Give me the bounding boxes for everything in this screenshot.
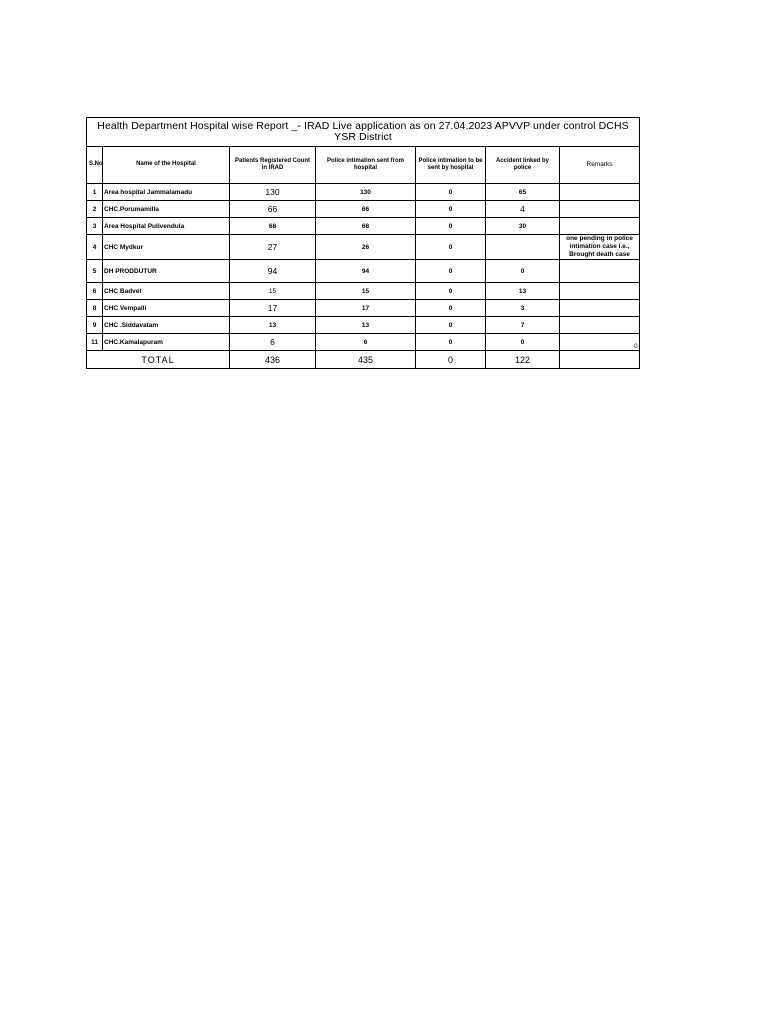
- total-to-be-sent: 0: [416, 351, 486, 369]
- cell-linked: [486, 235, 560, 260]
- cell-hospital: CHC.Porumamilla: [103, 201, 230, 218]
- header-registered: Patients Registered Count in IRAD: [230, 147, 316, 184]
- header-sno: S.No: [87, 147, 103, 184]
- cell-to-be-sent: 0: [416, 218, 486, 235]
- cell-hospital: CHC .Siddavatam: [103, 317, 230, 334]
- cell-sno: 5: [87, 260, 103, 283]
- total-linked: 122: [486, 351, 560, 369]
- cell-remarks: [560, 334, 640, 351]
- header-row: [87, 147, 640, 184]
- cell-sno: 1: [87, 184, 103, 201]
- report-title: Health Department Hospital wise Report _- IRAD Live application as on 27.04.2023 APVVP under control DCHS YSR District: [87, 118, 640, 147]
- cell-registered: 94: [230, 260, 316, 283]
- header-remarks: Remarks: [560, 147, 640, 184]
- cell-sent: 17: [316, 300, 416, 317]
- cell-registered: 17: [230, 300, 316, 317]
- cell-to-be-sent: 0: [416, 201, 486, 218]
- cell-sent: 130: [316, 184, 416, 201]
- cell-remarks: [560, 201, 640, 218]
- cell-to-be-sent: 0: [416, 300, 486, 317]
- cell-hospital: CHC Badvel: [103, 283, 230, 300]
- cell-sno: 2: [87, 201, 103, 218]
- header-accident-linked: Accident linked by police: [486, 147, 560, 184]
- cell-to-be-sent: 0: [416, 283, 486, 300]
- cell-linked: 65: [486, 184, 560, 201]
- cell-registered: 27: [230, 235, 316, 260]
- total-sent: 435: [316, 351, 416, 369]
- cell-to-be-sent: 0: [416, 317, 486, 334]
- cell-linked: 0: [486, 260, 560, 283]
- cell-registered: 68: [230, 218, 316, 235]
- cell-remarks: [560, 218, 640, 235]
- stray-cell-value: 0: [634, 343, 638, 350]
- hospital-report-table: [86, 117, 640, 369]
- cell-to-be-sent: 0: [416, 334, 486, 351]
- cell-to-be-sent: 0: [416, 260, 486, 283]
- cell-registered: 6: [230, 334, 316, 351]
- cell-sent: 94: [316, 260, 416, 283]
- cell-hospital: Area Hospital Pulivendula: [103, 218, 230, 235]
- cell-to-be-sent: 0: [416, 235, 486, 260]
- total-label: TOTAL: [87, 351, 230, 369]
- cell-hospital: CHC Mydkur: [103, 235, 230, 260]
- table-row: [87, 235, 640, 260]
- header-hospital: Name of the Hospital: [103, 147, 230, 184]
- header-sent-from-hospital: Police intimation sent from hospital: [316, 147, 416, 184]
- cell-hospital: Area hospital Jammalamadu: [103, 184, 230, 201]
- table-row: [87, 317, 640, 334]
- table-row: [87, 300, 640, 317]
- total-registered: 436: [230, 351, 316, 369]
- cell-sno: 9: [87, 317, 103, 334]
- cell-linked: 4: [486, 201, 560, 218]
- table-row: [87, 334, 640, 351]
- cell-linked: 3: [486, 300, 560, 317]
- total-row: [87, 351, 640, 369]
- cell-registered: 66: [230, 201, 316, 218]
- cell-sent: 68: [316, 218, 416, 235]
- cell-linked: 7: [486, 317, 560, 334]
- cell-linked: 13: [486, 283, 560, 300]
- cell-registered: 130: [230, 184, 316, 201]
- cell-sent: 66: [316, 201, 416, 218]
- cell-sent: 6: [316, 334, 416, 351]
- cell-remarks: [560, 260, 640, 283]
- cell-sent: 26: [316, 235, 416, 260]
- cell-remarks: [560, 317, 640, 334]
- total-remarks: [560, 351, 640, 369]
- table-row: [87, 184, 640, 201]
- cell-registered: 15: [230, 283, 316, 300]
- cell-sno: 6: [87, 283, 103, 300]
- cell-linked: 0: [486, 334, 560, 351]
- cell-sno: 3: [87, 218, 103, 235]
- cell-remarks: one pending in police intimation case i.e., Brought death case: [560, 235, 640, 260]
- table-row: [87, 260, 640, 283]
- cell-remarks: [560, 184, 640, 201]
- cell-sno: 11: [87, 334, 103, 351]
- table-row: [87, 201, 640, 218]
- cell-to-be-sent: 0: [416, 184, 486, 201]
- cell-hospital: CHC Vempalli: [103, 300, 230, 317]
- cell-linked: 30: [486, 218, 560, 235]
- table-row: [87, 218, 640, 235]
- cell-sent: 15: [316, 283, 416, 300]
- header-to-be-sent: Police intimation to be sent by hospital: [416, 147, 486, 184]
- cell-registered: 13: [230, 317, 316, 334]
- cell-remarks: [560, 300, 640, 317]
- cell-hospital: DH PRODDUTUR: [103, 260, 230, 283]
- cell-sno: 4: [87, 235, 103, 260]
- cell-sent: 13: [316, 317, 416, 334]
- cell-hospital: CHC.Kamalapuram: [103, 334, 230, 351]
- table-row: [87, 283, 640, 300]
- cell-sno: 8: [87, 300, 103, 317]
- cell-remarks: [560, 283, 640, 300]
